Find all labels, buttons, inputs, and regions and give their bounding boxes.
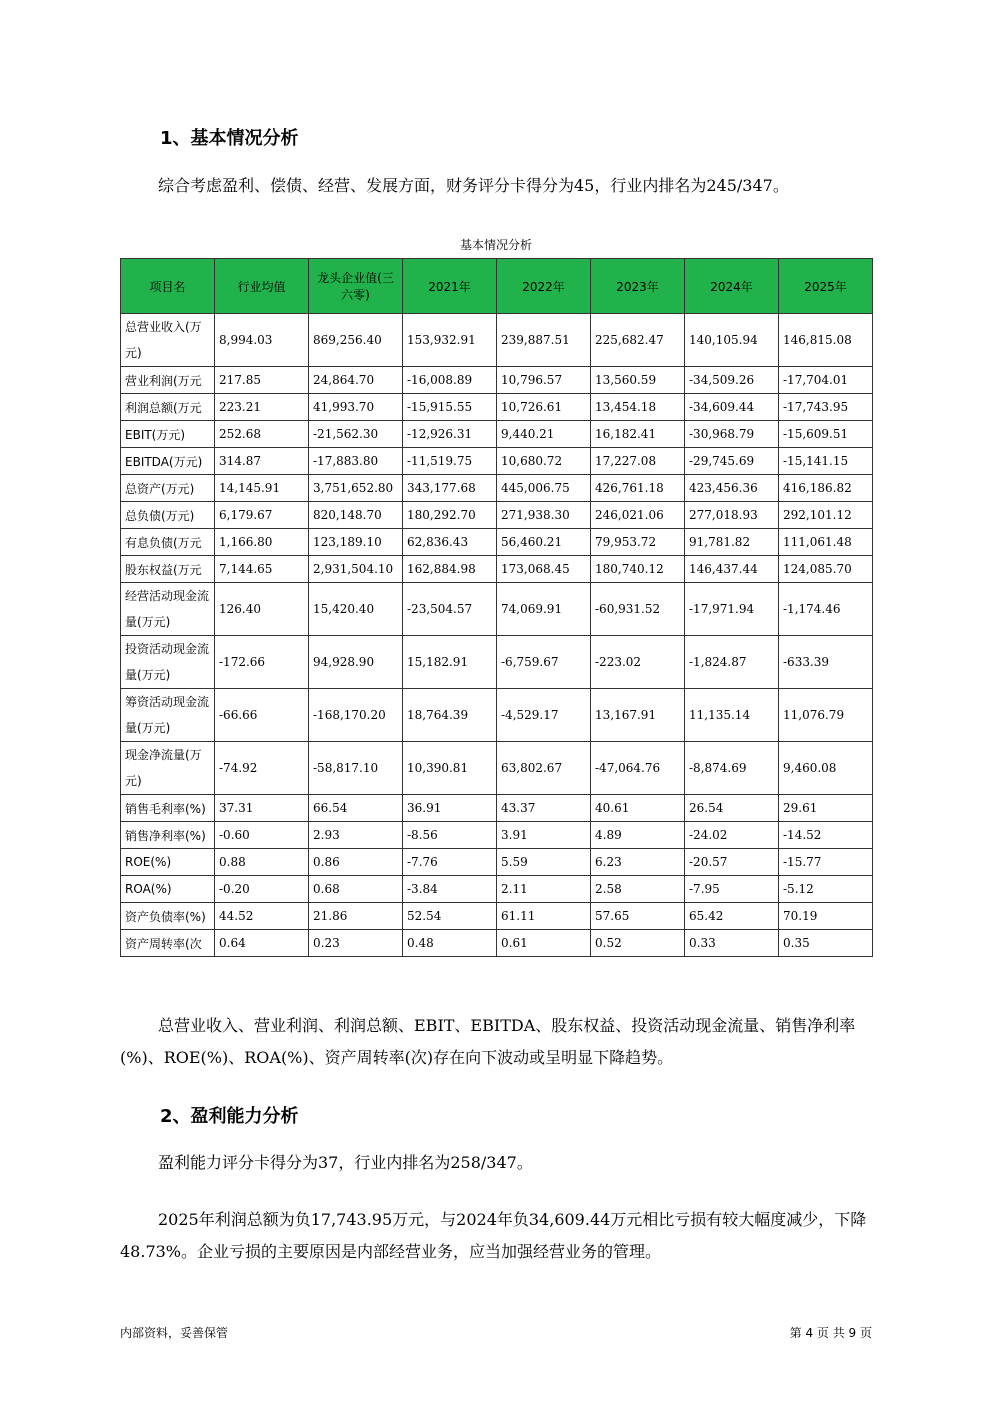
table-cell: 10,390.81 xyxy=(403,742,497,795)
table-cell: 2.93 xyxy=(309,822,403,849)
table-row xyxy=(121,556,873,583)
header-2023: 2023年 xyxy=(591,259,685,314)
row-label: 有息负债(万元 xyxy=(121,529,215,556)
table-cell: -1,824.87 xyxy=(685,636,779,689)
table-row xyxy=(121,689,873,742)
table-cell: 24,864.70 xyxy=(309,367,403,394)
table-cell: 277,018.93 xyxy=(685,502,779,529)
row-label: ROA(%) xyxy=(121,876,215,903)
table-cell: -172.66 xyxy=(215,636,309,689)
row-label: 利润总额(万元 xyxy=(121,394,215,421)
table-row xyxy=(121,822,873,849)
row-label: 销售毛利率(%) xyxy=(121,795,215,822)
table-cell: 0.52 xyxy=(591,930,685,957)
footer-page-number: 第 4 页 共 9 页 xyxy=(789,1326,872,1340)
table-cell: -14.52 xyxy=(779,822,873,849)
header-2025: 2025年 xyxy=(779,259,873,314)
table-cell: 3,751,652.80 xyxy=(309,475,403,502)
trend-note: 总营业收入、营业利润、利润总额、EBIT、EBITDA、股东权益、投资活动现金流量、销售净利率(%)、ROE(%)、ROA(%)、资产周转率(次)存在向下波动或呈明显下降趋势。 xyxy=(120,1016,856,1067)
table-cell: 8,994.03 xyxy=(215,314,309,367)
table-cell: -30,968.79 xyxy=(685,421,779,448)
header-2021: 2021年 xyxy=(403,259,497,314)
table-cell: 16,182.41 xyxy=(591,421,685,448)
table-cell: 13,560.59 xyxy=(591,367,685,394)
table-cell: 0.86 xyxy=(309,849,403,876)
table-cell: 252.68 xyxy=(215,421,309,448)
table-row xyxy=(121,876,873,903)
table-cell: 11,135.14 xyxy=(685,689,779,742)
table-cell: -29,745.69 xyxy=(685,448,779,475)
table-cell: 14,145.91 xyxy=(215,475,309,502)
table-cell: 7,144.65 xyxy=(215,556,309,583)
table-cell: 0.88 xyxy=(215,849,309,876)
table-cell: -17,704.01 xyxy=(779,367,873,394)
table-cell: -11,519.75 xyxy=(403,448,497,475)
table-row xyxy=(121,583,873,636)
table-cell: 146,437.44 xyxy=(685,556,779,583)
table-cell: 225,682.47 xyxy=(591,314,685,367)
table-cell: 869,256.40 xyxy=(309,314,403,367)
table-cell: -223.02 xyxy=(591,636,685,689)
table-cell: 41,993.70 xyxy=(309,394,403,421)
table-row xyxy=(121,529,873,556)
row-label: 营业利润(万元 xyxy=(121,367,215,394)
table-cell: 57.65 xyxy=(591,903,685,930)
table-cell: 140,105.94 xyxy=(685,314,779,367)
table-row xyxy=(121,502,873,529)
table-cell: 40.61 xyxy=(591,795,685,822)
table-cell: 29.61 xyxy=(779,795,873,822)
table-row xyxy=(121,849,873,876)
table-cell: -17,743.95 xyxy=(779,394,873,421)
row-label: 股东权益(万元 xyxy=(121,556,215,583)
table-caption: 基本情况分析 xyxy=(459,238,532,252)
table-cell: -16,008.89 xyxy=(403,367,497,394)
table-cell: 423,456.36 xyxy=(685,475,779,502)
table-cell: 10,726.61 xyxy=(497,394,591,421)
table-cell: 217.85 xyxy=(215,367,309,394)
table-cell: 6,179.67 xyxy=(215,502,309,529)
table-row xyxy=(121,448,873,475)
table-cell: 13,454.18 xyxy=(591,394,685,421)
table-cell: 124,085.70 xyxy=(779,556,873,583)
header-leader: 龙头企业值(三六零) xyxy=(309,259,403,314)
table-cell: 271,938.30 xyxy=(497,502,591,529)
table-cell: -23,504.57 xyxy=(403,583,497,636)
table-cell: 11,076.79 xyxy=(779,689,873,742)
table-row xyxy=(121,367,873,394)
table-cell: 15,182.91 xyxy=(403,636,497,689)
row-label: ROE(%) xyxy=(121,849,215,876)
table-row xyxy=(121,742,873,795)
table-cell: 2.11 xyxy=(497,876,591,903)
table-cell: 21.86 xyxy=(309,903,403,930)
table-cell: -17,883.80 xyxy=(309,448,403,475)
table-cell: -4,529.17 xyxy=(497,689,591,742)
table-cell: -0.60 xyxy=(215,822,309,849)
table-cell: 123,189.10 xyxy=(309,529,403,556)
table-cell: 70.19 xyxy=(779,903,873,930)
table-cell: 820,148.70 xyxy=(309,502,403,529)
table-cell: -168,170.20 xyxy=(309,689,403,742)
row-label: 资产周转率(次 xyxy=(121,930,215,957)
table-cell: -20.57 xyxy=(685,849,779,876)
table-cell: 3.91 xyxy=(497,822,591,849)
row-label: 总资产(万元) xyxy=(121,475,215,502)
table-row xyxy=(121,314,873,367)
table-cell: -15,609.51 xyxy=(779,421,873,448)
table-cell: 63,802.67 xyxy=(497,742,591,795)
row-label: 资产负债率(%) xyxy=(121,903,215,930)
row-label: 筹资活动现金流量(万元) xyxy=(121,689,215,742)
table-cell: 4.89 xyxy=(591,822,685,849)
table-cell: 416,186.82 xyxy=(779,475,873,502)
table-cell: 61.11 xyxy=(497,903,591,930)
table-cell: -74.92 xyxy=(215,742,309,795)
row-label: 总负债(万元) xyxy=(121,502,215,529)
table-header-row xyxy=(121,259,873,314)
table-cell: -6,759.67 xyxy=(497,636,591,689)
table-cell: -58,817.10 xyxy=(309,742,403,795)
table-cell: -60,931.52 xyxy=(591,583,685,636)
table-cell: 292,101.12 xyxy=(779,502,873,529)
table-cell: 343,177.68 xyxy=(403,475,497,502)
table-cell: 0.35 xyxy=(779,930,873,957)
header-industry-avg: 行业均值 xyxy=(215,259,309,314)
table-cell: 6.23 xyxy=(591,849,685,876)
table-cell: -3.84 xyxy=(403,876,497,903)
section-2-heading: 2、盈利能力分析 xyxy=(160,1106,299,1127)
table-cell: -8,874.69 xyxy=(685,742,779,795)
table-cell: 5.59 xyxy=(497,849,591,876)
table-row xyxy=(121,475,873,502)
table-cell: 65.42 xyxy=(685,903,779,930)
table-cell: 126.40 xyxy=(215,583,309,636)
table-cell: -8.56 xyxy=(403,822,497,849)
table-cell: -1,174.46 xyxy=(779,583,873,636)
table-cell: 0.23 xyxy=(309,930,403,957)
header-2024: 2024年 xyxy=(685,259,779,314)
table-cell: 91,781.82 xyxy=(685,529,779,556)
table-cell: -0.20 xyxy=(215,876,309,903)
header-2022: 2022年 xyxy=(497,259,591,314)
section-2-score: 盈利能力评分卡得分为37，行业内排名为258/347。 xyxy=(158,1153,533,1172)
table-cell: 43.37 xyxy=(497,795,591,822)
table-cell: 239,887.51 xyxy=(497,314,591,367)
table-cell: 94,928.90 xyxy=(309,636,403,689)
table-row xyxy=(121,795,873,822)
table-cell: 36.91 xyxy=(403,795,497,822)
table-cell: 10,796.57 xyxy=(497,367,591,394)
table-cell: -12,926.31 xyxy=(403,421,497,448)
footer-confidential: 内部资料，妥善保管 xyxy=(120,1326,229,1340)
table-cell: 2,931,504.10 xyxy=(309,556,403,583)
table-cell: -24.02 xyxy=(685,822,779,849)
table-cell: 162,884.98 xyxy=(403,556,497,583)
table-cell: 9,440.21 xyxy=(497,421,591,448)
table-cell: 0.64 xyxy=(215,930,309,957)
table-cell: -15.77 xyxy=(779,849,873,876)
table-cell: 314.87 xyxy=(215,448,309,475)
table-cell: 426,761.18 xyxy=(591,475,685,502)
table-cell: 26.54 xyxy=(685,795,779,822)
table-cell: -15,915.55 xyxy=(403,394,497,421)
table-cell: 18,764.39 xyxy=(403,689,497,742)
table-cell: -7.95 xyxy=(685,876,779,903)
table-cell: 44.52 xyxy=(215,903,309,930)
table-cell: 15,420.40 xyxy=(309,583,403,636)
row-label: 经营活动现金流量(万元) xyxy=(121,583,215,636)
table-cell: -633.39 xyxy=(779,636,873,689)
table-cell: -7.76 xyxy=(403,849,497,876)
table-cell: -34,509.26 xyxy=(685,367,779,394)
table-cell: 223.21 xyxy=(215,394,309,421)
table-cell: 2.58 xyxy=(591,876,685,903)
table-cell: 0.33 xyxy=(685,930,779,957)
table-cell: 79,953.72 xyxy=(591,529,685,556)
table-cell: -47,064.76 xyxy=(591,742,685,795)
table-cell: 37.31 xyxy=(215,795,309,822)
table-cell: 10,680.72 xyxy=(497,448,591,475)
table-row xyxy=(121,421,873,448)
table-cell: 180,740.12 xyxy=(591,556,685,583)
table-cell: 445,006.75 xyxy=(497,475,591,502)
row-label: 总营业收入(万元) xyxy=(121,314,215,367)
table-row xyxy=(121,394,873,421)
table-cell: 0.61 xyxy=(497,930,591,957)
table-cell: 74,069.91 xyxy=(497,583,591,636)
table-cell: 246,021.06 xyxy=(591,502,685,529)
table-cell: 66.54 xyxy=(309,795,403,822)
table-cell: 111,061.48 xyxy=(779,529,873,556)
table-cell: 180,292.70 xyxy=(403,502,497,529)
table-cell: -5.12 xyxy=(779,876,873,903)
section-1-heading: 1、基本情况分析 xyxy=(160,128,299,149)
table-cell: -17,971.94 xyxy=(685,583,779,636)
table-cell: 9,460.08 xyxy=(779,742,873,795)
table-cell: 146,815.08 xyxy=(779,314,873,367)
table-body xyxy=(121,314,873,957)
table-cell: 153,932.91 xyxy=(403,314,497,367)
table-cell: -34,609.44 xyxy=(685,394,779,421)
row-label: 销售净利率(%) xyxy=(121,822,215,849)
table-cell: 62,836.43 xyxy=(403,529,497,556)
table-cell: 52.54 xyxy=(403,903,497,930)
table-cell: -66.66 xyxy=(215,689,309,742)
table-row xyxy=(121,930,873,957)
row-label: EBIT(万元) xyxy=(121,421,215,448)
table-cell: 56,460.21 xyxy=(497,529,591,556)
table-cell: 0.48 xyxy=(403,930,497,957)
section-2-detail: 2025年利润总额为负17,743.95万元，与2024年负34,609.44万元相比亏损有较大幅度减少，下降48.73%。企业亏损的主要原因是内部经营业务，应当加强经营业务的管理。 xyxy=(120,1210,867,1261)
table-cell: -21,562.30 xyxy=(309,421,403,448)
row-label: EBITDA(万元) xyxy=(121,448,215,475)
table-cell: 13,167.91 xyxy=(591,689,685,742)
section-1-summary: 综合考虑盈利、偿债、经营、发展方面，财务评分卡得分为45，行业内排名为245/347。 xyxy=(158,176,789,195)
table-row xyxy=(121,636,873,689)
table-row xyxy=(121,903,873,930)
header-item: 项目名 xyxy=(121,259,215,314)
row-label: 现金净流量(万元) xyxy=(121,742,215,795)
row-label: 投资活动现金流量(万元) xyxy=(121,636,215,689)
table-cell: 0.68 xyxy=(309,876,403,903)
table-cell: -15,141.15 xyxy=(779,448,873,475)
financial-table xyxy=(120,258,873,957)
table-cell: 1,166.80 xyxy=(215,529,309,556)
table-cell: 17,227.08 xyxy=(591,448,685,475)
table-cell: 173,068.45 xyxy=(497,556,591,583)
